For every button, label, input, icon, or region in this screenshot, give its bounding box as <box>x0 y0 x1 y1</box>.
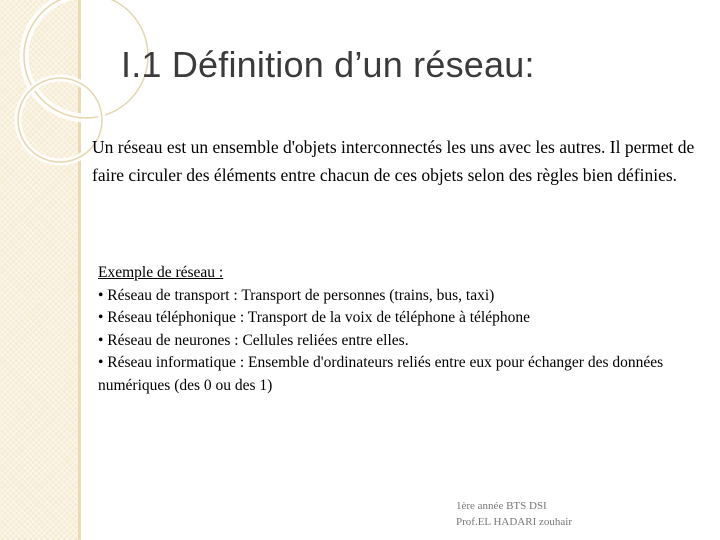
example-item: • Réseau de neurones : Cellules reliées entre elles. <box>98 331 409 349</box>
slide-footer <box>456 498 572 530</box>
examples-block <box>98 262 703 398</box>
example-item: • Réseau téléphonique : Transport de la voix de téléphone à téléphone <box>98 309 530 327</box>
intro-paragraph: Un réseau est un ensemble d'objets interconnectés les uns avec les autres. Il permet de faire circuler des éléments entre chacun de ces objets selon des règles bien définies. <box>92 137 695 185</box>
footer-author: Prof.EL HADARI zouhair <box>456 516 572 528</box>
examples-list <box>98 285 703 398</box>
slide-title: I.1 Définition d’un réseau: <box>121 44 535 85</box>
example-item: • Réseau informatique : Ensemble d'ordinateurs reliés entre eux pour échanger des données numériques (des 0 ou des 1) <box>98 354 664 394</box>
examples-heading: Exemple de réseau : <box>98 264 224 281</box>
example-item: • Réseau de transport : Transport de personnes (trains, bus, taxi) <box>98 286 495 304</box>
footer-course: 1ère année BTS DSI <box>456 500 547 512</box>
